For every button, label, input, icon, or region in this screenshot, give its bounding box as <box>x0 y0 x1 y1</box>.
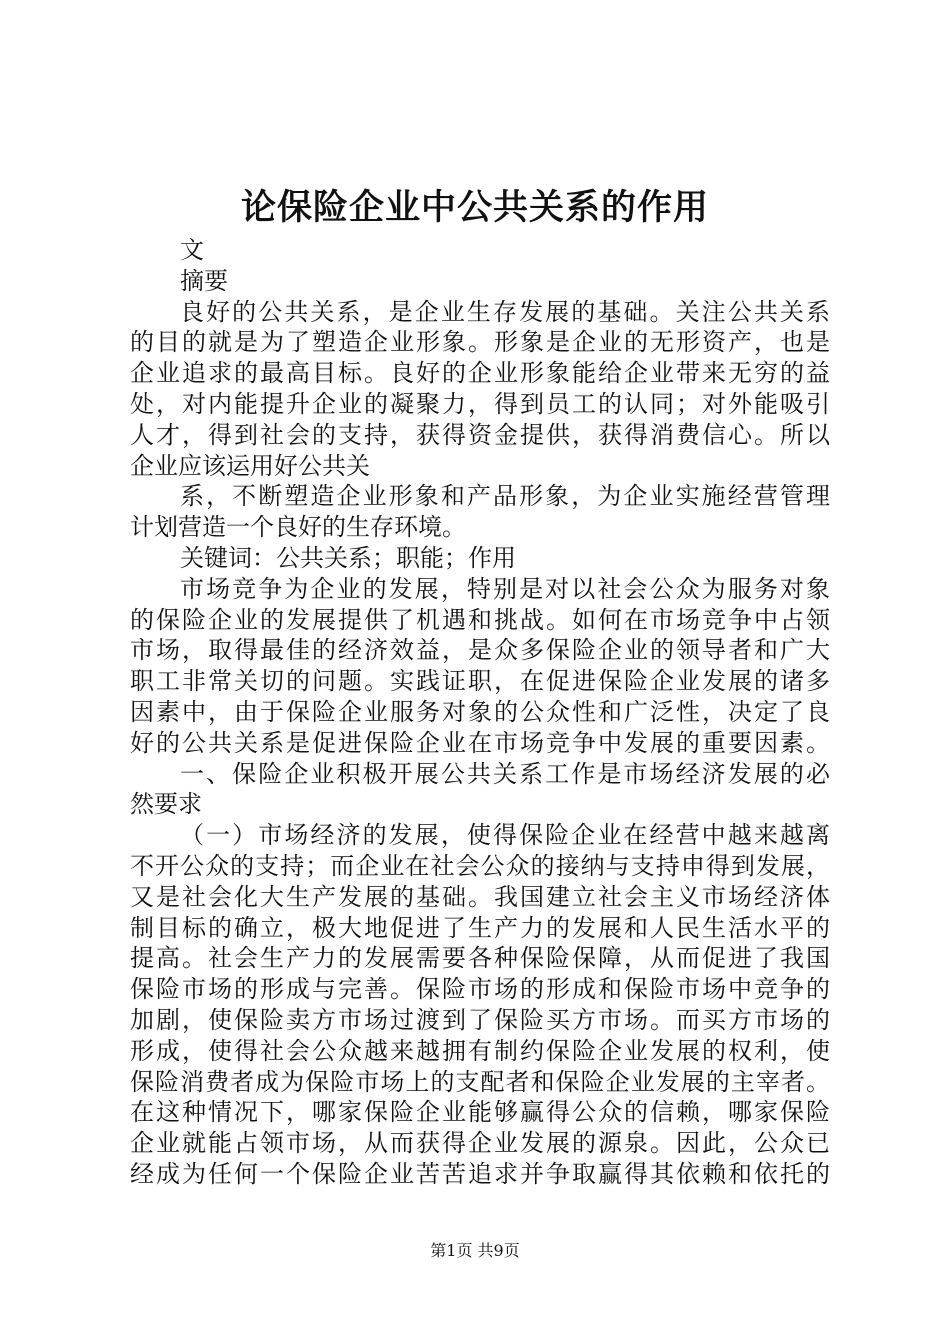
text-line: 良好的公共关系，是企业生存发展的基础。关注公共关系 <box>180 297 830 326</box>
text-line: 计划营造一个良好的生存环境。 <box>130 513 466 542</box>
text-line: 又是社会化大生产发展的基础。我国建立社会主义市场经济体 <box>130 882 830 911</box>
text-line: 保险市场的形成与完善。保险市场的形成和保险市场中竞争的 <box>130 975 830 1004</box>
text-line: 制目标的确立，极大地促进了生产力的发展和人民生活水平的 <box>130 913 830 942</box>
text-line: 不开公众的支持；而企业在社会公众的接纳与支持申得到发展， <box>130 851 830 880</box>
text-line: 系，不断塑造企业形象和产品形象，为企业实施经营管理 <box>180 482 830 511</box>
text-line: 在这种情况下，哪家保险企业能够赢得公众的信赖，哪家保险 <box>130 1098 830 1127</box>
text-line: 关键词：公共关系；职能；作用 <box>180 543 516 572</box>
text-line: 因素中，由于保险企业服务对象的公众性和广泛性，决定了良 <box>130 697 830 726</box>
text-line: 加剧，使保险卖方市场过渡到了保险买方市场。而买方市场的 <box>130 1005 830 1034</box>
text-line: 提高。社会生产力的发展需要各种保险保障，从而促进了我国 <box>130 944 830 973</box>
text-line: 处，对内能提升企业的凝聚力，得到员工的认同；对外能吸引 <box>130 389 830 418</box>
text-line: 一、保险企业积极开展公共关系工作是市场经济发展的必 <box>180 759 830 788</box>
document-body <box>130 235 830 1190</box>
text-line: 企业就能占领市场，从而获得企业发展的源泉。因此，公众已 <box>130 1129 830 1158</box>
text-line: 经成为任何一个保险企业苦苦追求并争取赢得其依赖和依托的 <box>130 1159 830 1188</box>
text-line: 职工非常关切的问题。实践证职，在促进保险企业发展的诸多 <box>130 667 830 696</box>
text-line: 然要求 <box>130 790 202 819</box>
text-line: 保险消费者成为保险市场上的支配者和保险企业发展的主宰者。 <box>130 1067 830 1096</box>
document-title: 论保险企业中公共关系的作用 <box>240 188 709 228</box>
text-line: 的保险企业的发展提供了机遇和挑战。如何在市场竞争中占领 <box>130 605 830 634</box>
text-line: （一）市场经济的发展，使得保险企业在经营中越来越离 <box>180 821 830 850</box>
text-line: 市场，取得最佳的经济效益，是众多保险企业的领导者和广大 <box>130 636 830 665</box>
page-footer: 第1页 共9页 <box>430 1241 520 1260</box>
text-line: 摘要 <box>180 266 228 295</box>
text-line: 企业应该运用好公共关 <box>130 451 370 480</box>
text-line: 的目的就是为了塑造企业形象。形象是企业的无形资产，也是 <box>130 328 830 357</box>
text-line: 人才，得到社会的支持，获得资金提供，获得消费信心。所以 <box>130 420 830 449</box>
text-line: 好的公共关系是促进保险企业在市场竞争中发展的重要因素。 <box>130 728 830 757</box>
text-line: 形成，使得社会公众越来越拥有制约保险企业发展的权利，使 <box>130 1036 830 1065</box>
text-line: 文 <box>180 236 204 264</box>
text-line: 市场竞争为企业的发展，特别是对以社会公众为服务对象 <box>180 574 830 603</box>
text-line: 企业追求的最高目标。良好的企业形象能给企业带来无穷的益 <box>130 359 830 388</box>
